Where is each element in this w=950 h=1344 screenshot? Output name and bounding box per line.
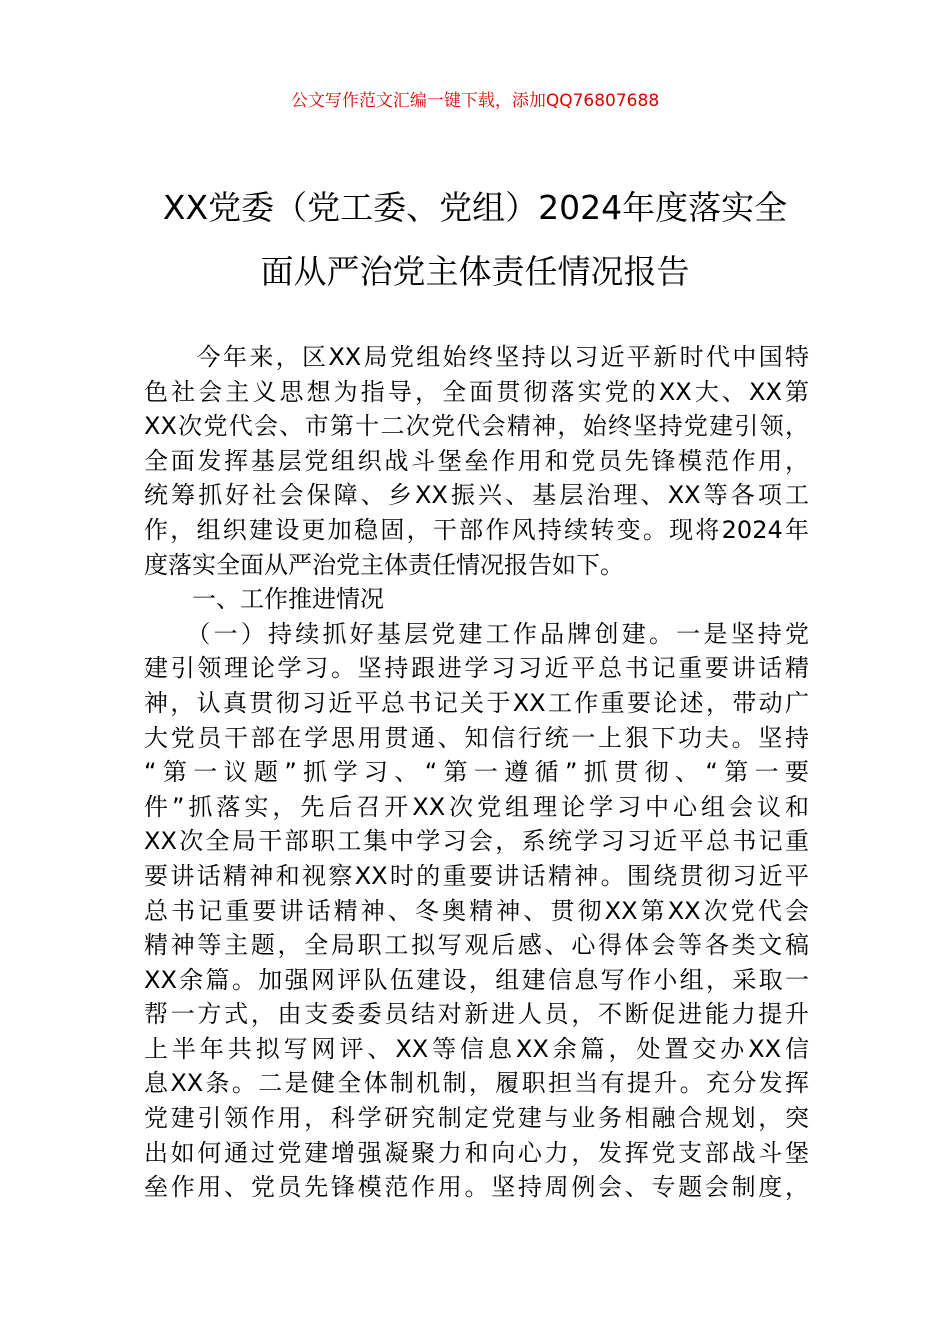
text-line: 作，组织建设更加稳固，干部作风持续转变。现将2024年 (144, 515, 809, 544)
title-line-2: 面从严治党主体责任情况报告 (260, 252, 690, 291)
text-line: 全面发挥基层党组织战斗堡垒作用和党员先锋模范作用， (144, 446, 809, 475)
text-line: XX次党代会、市第十二次党代会精神，始终坚持党建引领， (144, 412, 809, 441)
text-line: 统筹抓好社会保障、乡XX振兴、基层治理、XX等各项工 (144, 481, 809, 510)
text-line: 建引领理论学习。坚持跟进学习习近平总书记重要讲话精 (144, 654, 809, 683)
text-line: 上半年共拟写网评、XX等信息XX余篇，处置交办XX信 (144, 1034, 809, 1063)
text-line: 神，认真贯彻习近平总书记关于XX工作重要论述，带动广 (144, 688, 809, 717)
title-line-1: XX党委（党工委、党组）2024年度落实全 (162, 188, 788, 227)
text-line: 色社会主义思想为指导，全面贯彻落实党的XX大、XX第 (144, 377, 809, 406)
text-line: 总书记重要讲话精神、冬奥精神、贯彻XX第XX次党代会 (144, 896, 809, 925)
text-line: 党建引领作用，科学研究制定党建与业务相融合规划，突 (144, 1104, 809, 1133)
text-line: 件”抓落实，先后召开XX次党组理论学习中心组会议和 (144, 792, 809, 821)
download-notice: 公文写作范文汇编一键下载，添加QQ76807688 (290, 91, 660, 111)
text-line: “第一议题”抓学习、“第一遵循”抓贯彻、“第一要 (144, 758, 809, 787)
text-line: 大党员干部在学思用贯通、知信行统一上狠下功夫。坚持 (144, 723, 809, 752)
text-line: 要讲话精神和视察XX时的重要讲话精神。围绕贯彻习近平 (144, 861, 809, 890)
section-1-paragraph (144, 617, 809, 1205)
document-title (120, 176, 830, 304)
text-line: 今年来，区XX局党组始终坚持以习近平新时代中国特 (144, 343, 809, 371)
intro-paragraph (144, 340, 809, 582)
text-line: 息XX条。二是健全体制机制，履职担当有提升。充分发挥 (144, 1069, 809, 1098)
text-line: 精神等主题，全局职工拟写观后感、心得体会等各类文稿 (144, 931, 809, 960)
text-line: XX余篇。加强网评队伍建设，组建信息写作小组，采取一 (144, 965, 809, 994)
text-line: 帮一方式，由支委委员结对新进人员，不断促进能力提升 (144, 1000, 809, 1029)
section-heading: 一、工作推进情况 (144, 585, 384, 614)
text-line: 度落实全面从严治党主体责任情况报告如下。 (144, 550, 624, 579)
text-line: XX次全局干部职工集中学习会，系统学习习近平总书记重 (144, 827, 809, 856)
text-line: 出如何通过党建增强凝聚力和向心力，发挥党支部战斗堡 (144, 1138, 809, 1167)
document-body (144, 340, 809, 1205)
text-line: （一）持续抓好基层党建工作品牌创建。一是坚持党 (144, 619, 809, 648)
text-line: 垒作用、党员先锋模范作用。坚持周例会、专题会制度， (144, 1173, 809, 1202)
